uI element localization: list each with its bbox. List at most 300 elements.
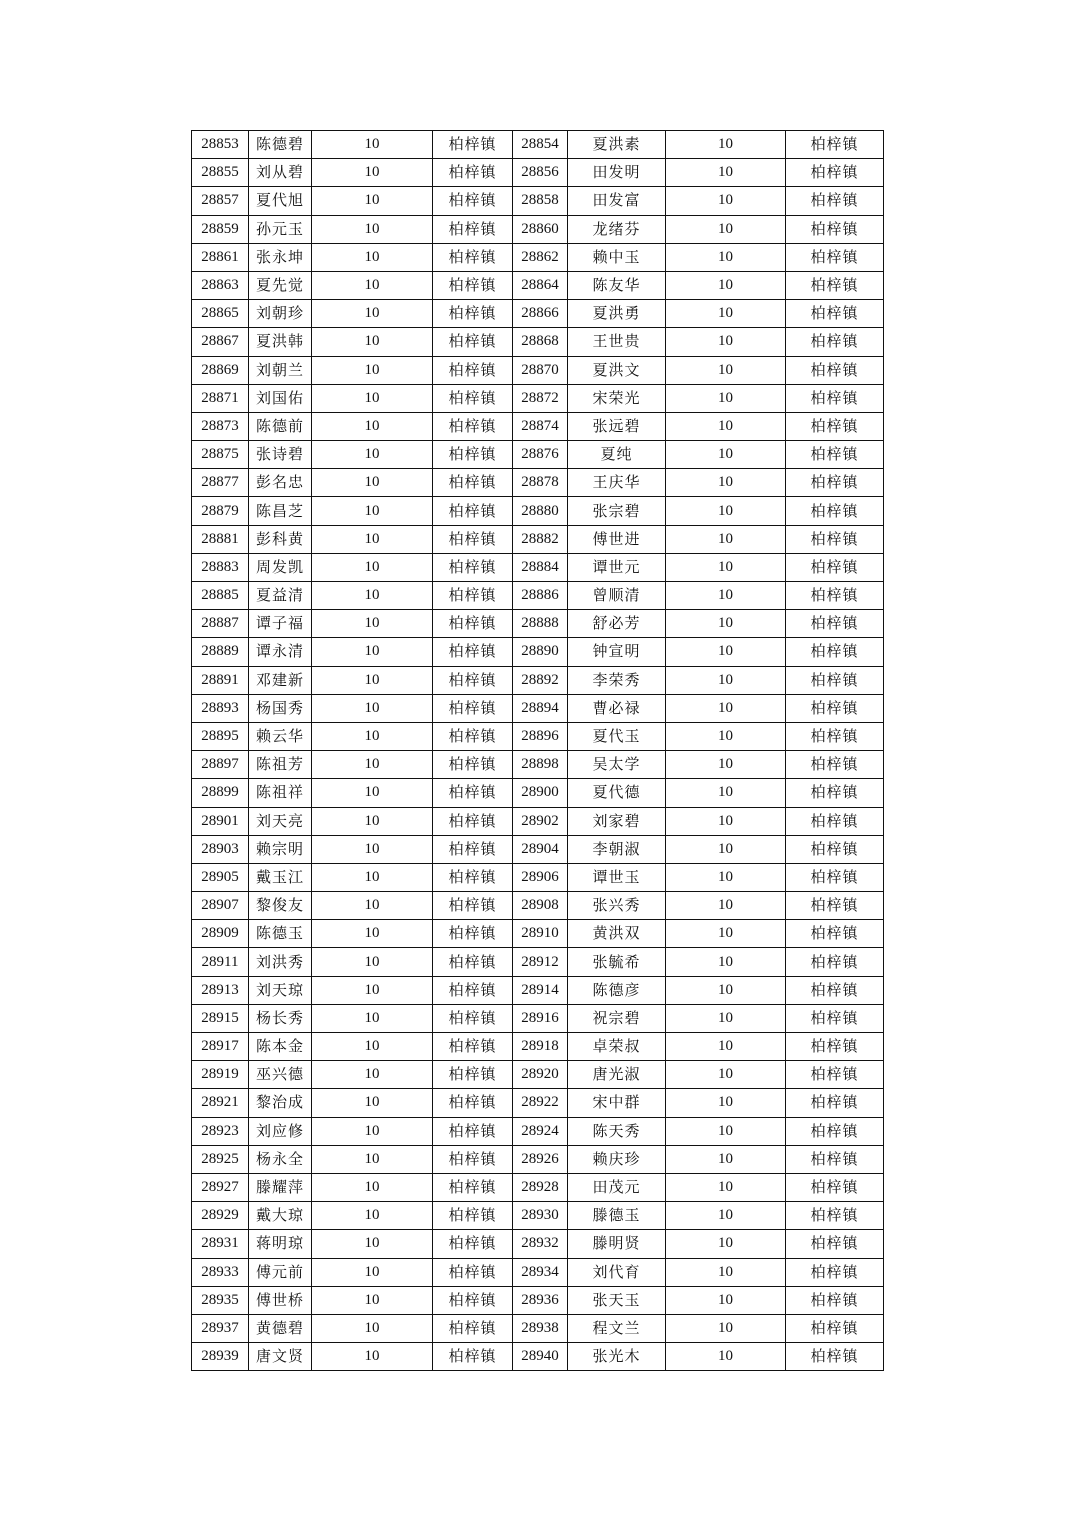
amount-cell: 10 (312, 582, 433, 610)
town-cell: 柏梓镇 (786, 187, 884, 215)
table-row (192, 187, 884, 215)
town-cell: 柏梓镇 (433, 1202, 513, 1230)
town-cell: 柏梓镇 (786, 525, 884, 553)
town-cell: 柏梓镇 (786, 1286, 884, 1314)
amount-cell: 10 (312, 187, 433, 215)
table-row (192, 497, 884, 525)
town-cell: 柏梓镇 (786, 863, 884, 891)
name-cell: 滕明贤 (568, 1230, 666, 1258)
id-cell: 28910 (513, 920, 568, 948)
table-row (192, 525, 884, 553)
town-cell: 柏梓镇 (786, 412, 884, 440)
amount-cell: 10 (666, 835, 786, 863)
amount-cell: 10 (312, 300, 433, 328)
town-cell: 柏梓镇 (786, 497, 884, 525)
town-cell: 柏梓镇 (433, 131, 513, 159)
name-cell: 刘朝兰 (249, 356, 312, 384)
id-cell: 28855 (192, 159, 249, 187)
table-row (192, 441, 884, 469)
name-cell: 夏先觉 (249, 271, 312, 299)
amount-cell: 10 (666, 1343, 786, 1371)
id-cell: 28906 (513, 863, 568, 891)
town-cell: 柏梓镇 (786, 159, 884, 187)
table-row (192, 1173, 884, 1201)
name-cell: 刘国佑 (249, 384, 312, 412)
id-cell: 28872 (513, 384, 568, 412)
town-cell: 柏梓镇 (786, 666, 884, 694)
id-cell: 28856 (513, 159, 568, 187)
amount-cell: 10 (312, 356, 433, 384)
town-cell: 柏梓镇 (433, 582, 513, 610)
id-cell: 28878 (513, 469, 568, 497)
amount-cell: 10 (312, 920, 433, 948)
id-cell: 28904 (513, 835, 568, 863)
name-cell: 李荣秀 (568, 666, 666, 694)
name-cell: 谭世玉 (568, 863, 666, 891)
town-cell: 柏梓镇 (433, 892, 513, 920)
name-cell: 孙元玉 (249, 215, 312, 243)
name-cell: 蒋明琼 (249, 1230, 312, 1258)
id-cell: 28868 (513, 328, 568, 356)
amount-cell: 10 (312, 722, 433, 750)
town-cell: 柏梓镇 (786, 384, 884, 412)
name-cell: 戴玉江 (249, 863, 312, 891)
name-cell: 卓荣叔 (568, 1033, 666, 1061)
name-cell: 舒必芳 (568, 610, 666, 638)
town-cell: 柏梓镇 (433, 469, 513, 497)
amount-cell: 10 (666, 948, 786, 976)
table-row (192, 1033, 884, 1061)
amount-cell: 10 (312, 497, 433, 525)
id-cell: 28864 (513, 271, 568, 299)
town-cell: 柏梓镇 (786, 694, 884, 722)
id-cell: 28913 (192, 976, 249, 1004)
name-cell: 张远碧 (568, 412, 666, 440)
table-row (192, 1286, 884, 1314)
town-cell: 柏梓镇 (786, 300, 884, 328)
amount-cell: 10 (312, 638, 433, 666)
town-cell: 柏梓镇 (786, 1258, 884, 1286)
name-cell: 龙绪芬 (568, 215, 666, 243)
table-row (192, 1089, 884, 1117)
name-cell: 黎治成 (249, 1089, 312, 1117)
amount-cell: 10 (312, 328, 433, 356)
town-cell: 柏梓镇 (433, 441, 513, 469)
amount-cell: 10 (666, 215, 786, 243)
town-cell: 柏梓镇 (786, 1089, 884, 1117)
id-cell: 28896 (513, 722, 568, 750)
town-cell: 柏梓镇 (786, 469, 884, 497)
town-cell: 柏梓镇 (433, 384, 513, 412)
town-cell: 柏梓镇 (433, 1286, 513, 1314)
table-row (192, 215, 884, 243)
town-cell: 柏梓镇 (786, 131, 884, 159)
name-cell: 刘天琼 (249, 976, 312, 1004)
name-cell: 周发凯 (249, 553, 312, 581)
table-row (192, 1145, 884, 1173)
id-cell: 28902 (513, 807, 568, 835)
id-cell: 28886 (513, 582, 568, 610)
amount-cell: 10 (666, 582, 786, 610)
id-cell: 28890 (513, 638, 568, 666)
town-cell: 柏梓镇 (433, 948, 513, 976)
table-row (192, 131, 884, 159)
name-cell: 田茂元 (568, 1173, 666, 1201)
table-row (192, 976, 884, 1004)
town-cell: 柏梓镇 (433, 1004, 513, 1032)
name-cell: 田发富 (568, 187, 666, 215)
id-cell: 28895 (192, 722, 249, 750)
id-cell: 28937 (192, 1314, 249, 1342)
amount-cell: 10 (666, 666, 786, 694)
table-row (192, 1202, 884, 1230)
name-cell: 宋中群 (568, 1089, 666, 1117)
name-cell: 吴太学 (568, 751, 666, 779)
name-cell: 陈德彦 (568, 976, 666, 1004)
town-cell: 柏梓镇 (786, 948, 884, 976)
town-cell: 柏梓镇 (433, 722, 513, 750)
id-cell: 28921 (192, 1089, 249, 1117)
town-cell: 柏梓镇 (433, 1061, 513, 1089)
amount-cell: 10 (312, 159, 433, 187)
amount-cell: 10 (312, 863, 433, 891)
name-cell: 程文兰 (568, 1314, 666, 1342)
town-cell: 柏梓镇 (786, 610, 884, 638)
name-cell: 夏洪素 (568, 131, 666, 159)
name-cell: 巫兴德 (249, 1061, 312, 1089)
id-cell: 28900 (513, 779, 568, 807)
table-row (192, 751, 884, 779)
name-cell: 曾顺清 (568, 582, 666, 610)
id-cell: 28888 (513, 610, 568, 638)
table-row (192, 835, 884, 863)
id-cell: 28929 (192, 1202, 249, 1230)
id-cell: 28882 (513, 525, 568, 553)
id-cell: 28930 (513, 1202, 568, 1230)
id-cell: 28898 (513, 751, 568, 779)
name-cell: 黄洪双 (568, 920, 666, 948)
name-cell: 陈祖祥 (249, 779, 312, 807)
id-cell: 28860 (513, 215, 568, 243)
town-cell: 柏梓镇 (433, 638, 513, 666)
id-cell: 28907 (192, 892, 249, 920)
id-cell: 28934 (513, 1258, 568, 1286)
id-cell: 28922 (513, 1089, 568, 1117)
town-cell: 柏梓镇 (433, 976, 513, 1004)
town-cell: 柏梓镇 (786, 328, 884, 356)
name-cell: 祝宗碧 (568, 1004, 666, 1032)
town-cell: 柏梓镇 (786, 722, 884, 750)
table-row (192, 469, 884, 497)
id-cell: 28916 (513, 1004, 568, 1032)
town-cell: 柏梓镇 (786, 1033, 884, 1061)
name-cell: 杨国秀 (249, 694, 312, 722)
town-cell: 柏梓镇 (786, 1202, 884, 1230)
amount-cell: 10 (312, 1286, 433, 1314)
id-cell: 28887 (192, 610, 249, 638)
id-cell: 28861 (192, 243, 249, 271)
id-cell: 28858 (513, 187, 568, 215)
id-cell: 28881 (192, 525, 249, 553)
amount-cell: 10 (312, 1033, 433, 1061)
amount-cell: 10 (312, 243, 433, 271)
id-cell: 28909 (192, 920, 249, 948)
id-cell: 28923 (192, 1117, 249, 1145)
town-cell: 柏梓镇 (433, 1230, 513, 1258)
town-cell: 柏梓镇 (433, 1117, 513, 1145)
name-cell: 夏代旭 (249, 187, 312, 215)
id-cell: 28876 (513, 441, 568, 469)
amount-cell: 10 (666, 863, 786, 891)
roster-table (191, 130, 884, 1371)
town-cell: 柏梓镇 (786, 1004, 884, 1032)
table-row (192, 779, 884, 807)
name-cell: 彭科黄 (249, 525, 312, 553)
id-cell: 28866 (513, 300, 568, 328)
amount-cell: 10 (666, 722, 786, 750)
amount-cell: 10 (666, 610, 786, 638)
amount-cell: 10 (666, 1230, 786, 1258)
amount-cell: 10 (666, 159, 786, 187)
id-cell: 28867 (192, 328, 249, 356)
id-cell: 28920 (513, 1061, 568, 1089)
id-cell: 28884 (513, 553, 568, 581)
town-cell: 柏梓镇 (786, 920, 884, 948)
id-cell: 28859 (192, 215, 249, 243)
amount-cell: 10 (312, 1117, 433, 1145)
name-cell: 彭名忠 (249, 469, 312, 497)
id-cell: 28880 (513, 497, 568, 525)
id-cell: 28854 (513, 131, 568, 159)
town-cell: 柏梓镇 (433, 920, 513, 948)
table-row (192, 328, 884, 356)
id-cell: 28933 (192, 1258, 249, 1286)
amount-cell: 10 (312, 441, 433, 469)
amount-cell: 10 (312, 807, 433, 835)
id-cell: 28879 (192, 497, 249, 525)
town-cell: 柏梓镇 (786, 1117, 884, 1145)
amount-cell: 10 (666, 1173, 786, 1201)
id-cell: 28911 (192, 948, 249, 976)
name-cell: 谭永清 (249, 638, 312, 666)
table-row (192, 863, 884, 891)
amount-cell: 10 (666, 694, 786, 722)
name-cell: 黎俊友 (249, 892, 312, 920)
table-row (192, 300, 884, 328)
amount-cell: 10 (312, 271, 433, 299)
name-cell: 夏益清 (249, 582, 312, 610)
amount-cell: 10 (666, 1117, 786, 1145)
name-cell: 唐光淑 (568, 1061, 666, 1089)
id-cell: 28892 (513, 666, 568, 694)
town-cell: 柏梓镇 (433, 300, 513, 328)
amount-cell: 10 (666, 525, 786, 553)
amount-cell: 10 (666, 892, 786, 920)
table-row (192, 412, 884, 440)
name-cell: 黄德碧 (249, 1314, 312, 1342)
name-cell: 陈昌芝 (249, 497, 312, 525)
id-cell: 28939 (192, 1343, 249, 1371)
id-cell: 28938 (513, 1314, 568, 1342)
amount-cell: 10 (312, 1089, 433, 1117)
town-cell: 柏梓镇 (786, 215, 884, 243)
id-cell: 28874 (513, 412, 568, 440)
amount-cell: 10 (666, 807, 786, 835)
town-cell: 柏梓镇 (433, 1033, 513, 1061)
amount-cell: 10 (312, 779, 433, 807)
amount-cell: 10 (666, 1004, 786, 1032)
town-cell: 柏梓镇 (433, 187, 513, 215)
amount-cell: 10 (666, 469, 786, 497)
amount-cell: 10 (312, 1061, 433, 1089)
name-cell: 陈德碧 (249, 131, 312, 159)
amount-cell: 10 (312, 1343, 433, 1371)
name-cell: 戴大琼 (249, 1202, 312, 1230)
amount-cell: 10 (666, 1061, 786, 1089)
id-cell: 28931 (192, 1230, 249, 1258)
amount-cell: 10 (312, 610, 433, 638)
id-cell: 28899 (192, 779, 249, 807)
table-row (192, 610, 884, 638)
amount-cell: 10 (312, 1004, 433, 1032)
table-row (192, 159, 884, 187)
id-cell: 28908 (513, 892, 568, 920)
name-cell: 谭世元 (568, 553, 666, 581)
town-cell: 柏梓镇 (433, 751, 513, 779)
amount-cell: 10 (666, 497, 786, 525)
town-cell: 柏梓镇 (786, 1173, 884, 1201)
amount-cell: 10 (312, 553, 433, 581)
name-cell: 夏洪勇 (568, 300, 666, 328)
id-cell: 28871 (192, 384, 249, 412)
id-cell: 28875 (192, 441, 249, 469)
name-cell: 张诗碧 (249, 441, 312, 469)
name-cell: 田发明 (568, 159, 666, 187)
amount-cell: 10 (312, 694, 433, 722)
id-cell: 28936 (513, 1286, 568, 1314)
amount-cell: 10 (666, 356, 786, 384)
amount-cell: 10 (666, 131, 786, 159)
town-cell: 柏梓镇 (786, 441, 884, 469)
name-cell: 张永坤 (249, 243, 312, 271)
town-cell: 柏梓镇 (433, 610, 513, 638)
name-cell: 曹必禄 (568, 694, 666, 722)
id-cell: 28889 (192, 638, 249, 666)
id-cell: 28914 (513, 976, 568, 1004)
amount-cell: 10 (312, 948, 433, 976)
name-cell: 钟宣明 (568, 638, 666, 666)
table-row (192, 892, 884, 920)
amount-cell: 10 (312, 131, 433, 159)
town-cell: 柏梓镇 (786, 638, 884, 666)
amount-cell: 10 (666, 1258, 786, 1286)
town-cell: 柏梓镇 (433, 863, 513, 891)
town-cell: 柏梓镇 (786, 892, 884, 920)
table-row (192, 920, 884, 948)
town-cell: 柏梓镇 (786, 243, 884, 271)
amount-cell: 10 (666, 441, 786, 469)
town-cell: 柏梓镇 (433, 1089, 513, 1117)
name-cell: 赖宗明 (249, 835, 312, 863)
amount-cell: 10 (666, 412, 786, 440)
town-cell: 柏梓镇 (786, 1314, 884, 1342)
name-cell: 邓建新 (249, 666, 312, 694)
table-row (192, 356, 884, 384)
id-cell: 28897 (192, 751, 249, 779)
town-cell: 柏梓镇 (433, 525, 513, 553)
id-cell: 28915 (192, 1004, 249, 1032)
name-cell: 刘洪秀 (249, 948, 312, 976)
town-cell: 柏梓镇 (433, 159, 513, 187)
name-cell: 王庆华 (568, 469, 666, 497)
amount-cell: 10 (666, 1314, 786, 1342)
town-cell: 柏梓镇 (433, 1145, 513, 1173)
name-cell: 傅元前 (249, 1258, 312, 1286)
amount-cell: 10 (312, 412, 433, 440)
id-cell: 28905 (192, 863, 249, 891)
town-cell: 柏梓镇 (433, 807, 513, 835)
town-cell: 柏梓镇 (433, 243, 513, 271)
amount-cell: 10 (312, 1258, 433, 1286)
name-cell: 陈友华 (568, 271, 666, 299)
id-cell: 28853 (192, 131, 249, 159)
id-cell: 28926 (513, 1145, 568, 1173)
town-cell: 柏梓镇 (433, 1314, 513, 1342)
town-cell: 柏梓镇 (433, 356, 513, 384)
table-row (192, 582, 884, 610)
id-cell: 28865 (192, 300, 249, 328)
id-cell: 28857 (192, 187, 249, 215)
id-cell: 28903 (192, 835, 249, 863)
name-cell: 李朝淑 (568, 835, 666, 863)
id-cell: 28862 (513, 243, 568, 271)
id-cell: 28917 (192, 1033, 249, 1061)
amount-cell: 10 (666, 384, 786, 412)
id-cell: 28918 (513, 1033, 568, 1061)
amount-cell: 10 (312, 666, 433, 694)
name-cell: 杨永全 (249, 1145, 312, 1173)
id-cell: 28863 (192, 271, 249, 299)
town-cell: 柏梓镇 (786, 1343, 884, 1371)
name-cell: 张光木 (568, 1343, 666, 1371)
name-cell: 赖庆珍 (568, 1145, 666, 1173)
town-cell: 柏梓镇 (433, 779, 513, 807)
amount-cell: 10 (666, 328, 786, 356)
amount-cell: 10 (312, 835, 433, 863)
town-cell: 柏梓镇 (433, 497, 513, 525)
id-cell: 28869 (192, 356, 249, 384)
id-cell: 28870 (513, 356, 568, 384)
name-cell: 陈本金 (249, 1033, 312, 1061)
town-cell: 柏梓镇 (433, 328, 513, 356)
name-cell: 陈祖芳 (249, 751, 312, 779)
amount-cell: 10 (666, 1286, 786, 1314)
table-row (192, 722, 884, 750)
name-cell: 张宗碧 (568, 497, 666, 525)
amount-cell: 10 (666, 1145, 786, 1173)
name-cell: 夏洪文 (568, 356, 666, 384)
town-cell: 柏梓镇 (433, 215, 513, 243)
amount-cell: 10 (666, 779, 786, 807)
name-cell: 刘朝珍 (249, 300, 312, 328)
name-cell: 张毓希 (568, 948, 666, 976)
name-cell: 刘天亮 (249, 807, 312, 835)
id-cell: 28885 (192, 582, 249, 610)
name-cell: 杨长秀 (249, 1004, 312, 1032)
table-row (192, 1004, 884, 1032)
id-cell: 28873 (192, 412, 249, 440)
town-cell: 柏梓镇 (786, 1145, 884, 1173)
